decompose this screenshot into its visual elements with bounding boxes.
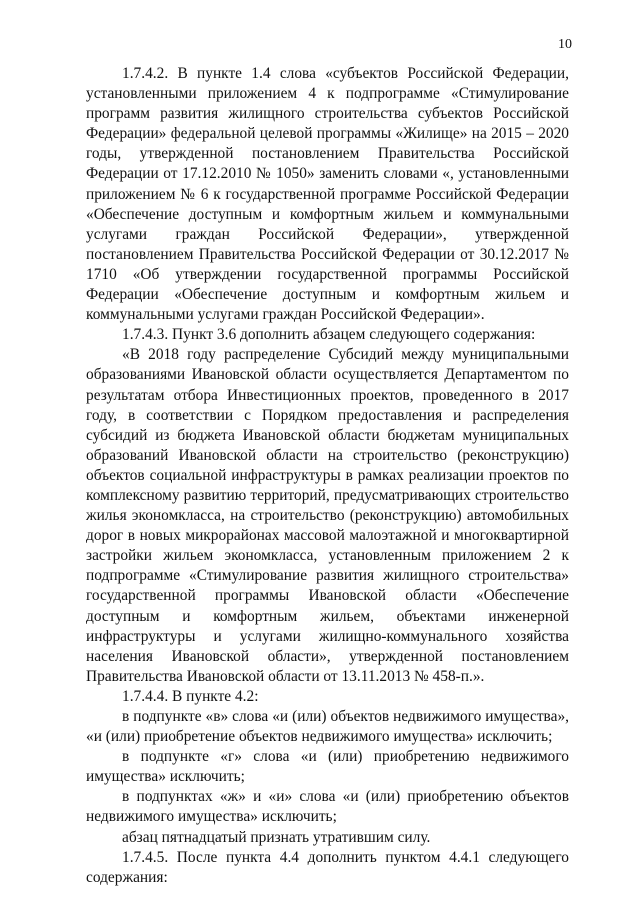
paragraph-1-7-4-4: 1.7.4.4. В пункте 4.2: [122,687,259,705]
paragraph-fifteenth-invalid: абзац пятнадцатый признать утратившим силу. [122,828,431,846]
paragraph-subpoint-v: в подпункте «в» слова «и (или) объектов недвижимого имущества», «и (или) приобретение объектов недвижимого имущества» исключить; [86,708,569,746]
paragraph-subpoints-zh-i: в подпунктах «ж» и «и» слова «и (или) приобретению объектов недвижимого имущества» исключить; [86,788,569,826]
paragraph-subpoint-g: в подпункте «г» слова «и (или) приобретению недвижимого имущества» исключить; [86,748,569,786]
paragraph-1-7-4-3: 1.7.4.3. Пункт 3.6 дополнить абзацем следующего содержания: [122,326,536,344]
document-body [86,64,569,888]
paragraph-1-7-4-2: 1.7.4.2. В пункте 1.4 слова «субъектов Российской Федерации, установленными приложением 4 к подпрограмме «Стимулирование программ развития жилищного строительства субъектов Российской Федерации» федеральной целевой программы «Жилище» на 2015 – 2020 годы, утвержденной постановлением Правительства Российской Федерации от 17.12.2010 № 1050» заменить словами «, установленными приложением № 6 к государственной программе Российской Федерации «Обеспечение доступным и комфортным жильем и коммунальными услугами граждан Российской Федерации», утвержденной постановлением Правительства Российской Федерации от 30.12.2017 № 1710 «Об утверждении государственной программы Российской Федерации «Обеспечение доступным и комфортным жильем и коммунальными услугами граждан Российской Федерации». [86,65,569,324]
page-number: 10 [558,37,572,52]
paragraph-1-7-4-5: 1.7.4.5. После пункта 4.4 дополнить пунктом 4.4.1 следующего содержания: [86,848,569,886]
paragraph-quoted-addition: «В 2018 году распределение Субсидий между муниципальными образованиями Ивановской области осуществляется Департаментом по результатам отбора Инвестиционных проектов, проведенного в 2017 году, в соответствии с Порядком предоставления и распределения субсидий из бюджета Ивановской области бюджетам муниципальных образований Ивановской области на строительство (реконструкцию) объектов социальной инфраструктуры в рамках реализации проектов по комплексному развитию территорий, предусматривающих строительство жилья экономкласса, на строительство (реконструкцию) автомобильных дорог в новых микрорайонах массовой малоэтажной и многоквартирной застройки жильем экономкласса, установленным приложением 2 к подпрограмме «Стимулирование развития жилищного строительства» государственной программы Ивановской области «Обеспечение доступным и комфортным жильем, объектами инженерной инфраструктуры и услугами жилищно-коммунального хозяйства населения Ивановской области», утвержденной постановлением Правительства Ивановской области от 13.11.2013 № 458-п.». [86,346,569,685]
